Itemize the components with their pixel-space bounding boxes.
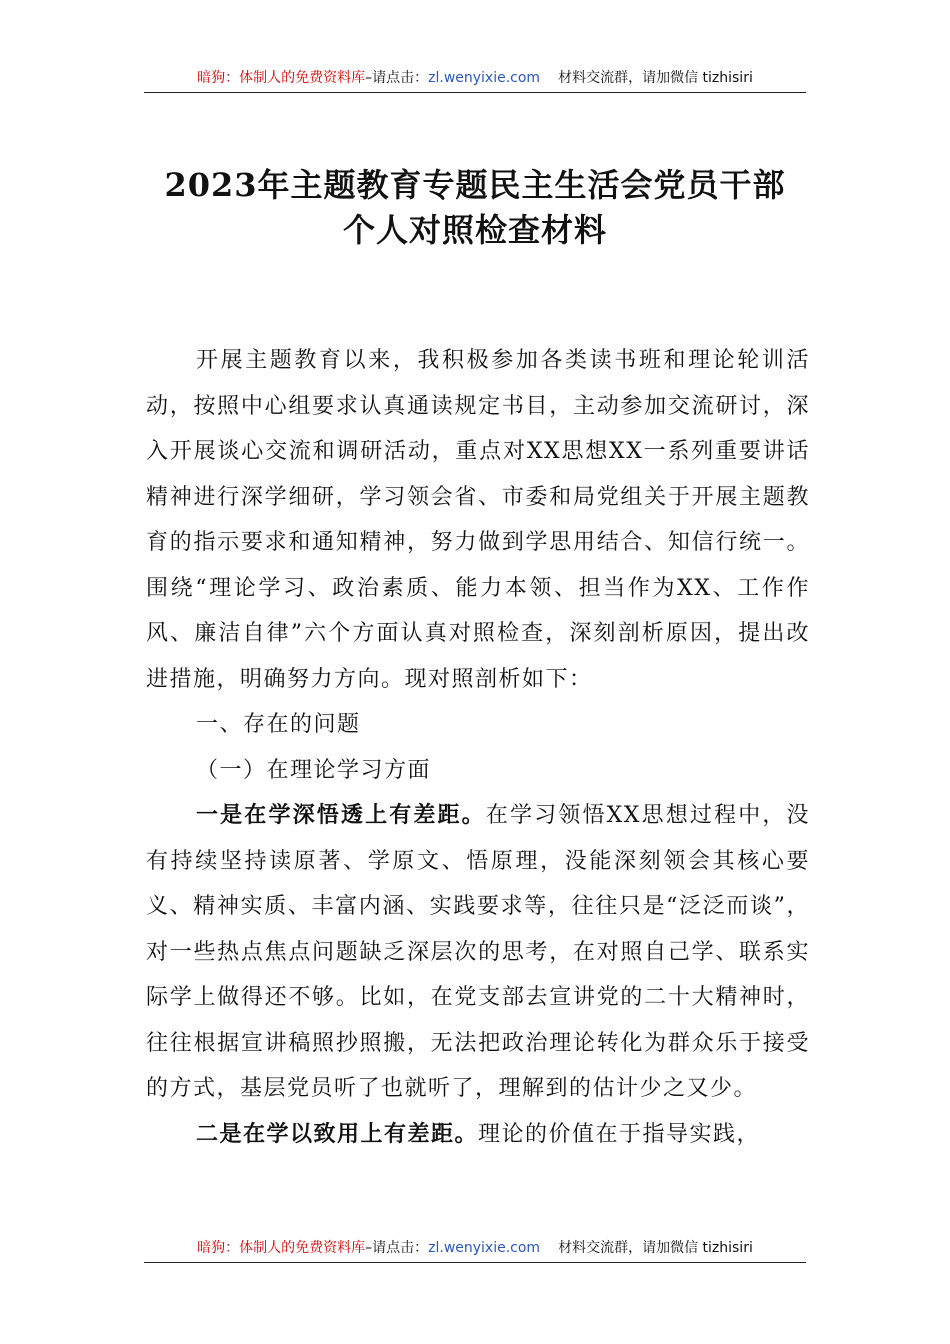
point-1-lead: 一是在学深悟透上有差距。 xyxy=(196,803,486,828)
footer-click-prompt: –请点击： xyxy=(365,1240,429,1256)
subsection-heading-theory-study: （一）在理论学习方面 xyxy=(196,757,432,783)
footer-banner xyxy=(144,1238,806,1263)
header-click-prompt: –请点击： xyxy=(365,70,429,86)
header-url-link[interactable]: zl.wenyixie.com xyxy=(428,70,541,86)
document-title-line-1: 2023年主题教育专题民主生活会党员干部 xyxy=(164,166,786,204)
document-body xyxy=(146,338,810,1157)
section-heading-problems: 一、存在的问题 xyxy=(196,712,361,737)
point-2-lead: 二是在学以致用上有差距。 xyxy=(196,1121,479,1147)
point-2-paragraph xyxy=(146,1112,810,1158)
document-title-line-2: 个人对照检查材料 xyxy=(342,211,607,249)
point-1-text: 在学习领悟XX思想过程中，没有持续坚持读原著、学原文、悟原理，没能深刻领会其核心要义、精神实质、丰富内涵、实践要求等，往往只是“泛泛而谈”，对一些热点焦点问题缺乏深层次的思考，在对照自己学、联系实际学上做得还不够。比如，在党支部去宣讲党的二十大精神时，往往根据宣讲稿照抄照搬，无法把政治理论转化为群众乐于接受的方式，基层党员听了也就听了，理解到的估计少之又少。 xyxy=(146,803,810,1101)
intro-paragraph: 开展主题教育以来，我积极参加各类读书班和理论轮训活动，按照中心组要求认真通读规定书目，主动参加交流研讨，深入开展谈心交流和调研活动，重点对XX思想XX一系列重要讲话精神进行深学细研，学习领会省、市委和局党组关于开展主题教育的指示要求和通知精神，努力做到学思用结合、知信行统一。围绕“理论学习、政治素质、能力本领、担当作为XX、工作作风、廉洁自律”六个方面认真对照检查，深刻剖析原因，提出改进措施，明确努力方向。现对照剖析如下： xyxy=(146,348,810,692)
footer-brand: 暗狗：体制人的免费资料库 xyxy=(197,1240,366,1256)
point-1-paragraph xyxy=(146,793,810,1112)
header-banner xyxy=(144,68,806,93)
footer-url-link[interactable]: zl.wenyixie.com xyxy=(428,1240,541,1256)
footer-contact: 材料交流群，请加微信 tizhisiri xyxy=(558,1240,753,1256)
point-2-text: 理论的价值在于指导实践， xyxy=(478,1121,761,1147)
header-contact: 材料交流群，请加微信 tizhisiri xyxy=(558,70,753,86)
header-brand: 暗狗：体制人的免费资料库 xyxy=(197,70,366,86)
